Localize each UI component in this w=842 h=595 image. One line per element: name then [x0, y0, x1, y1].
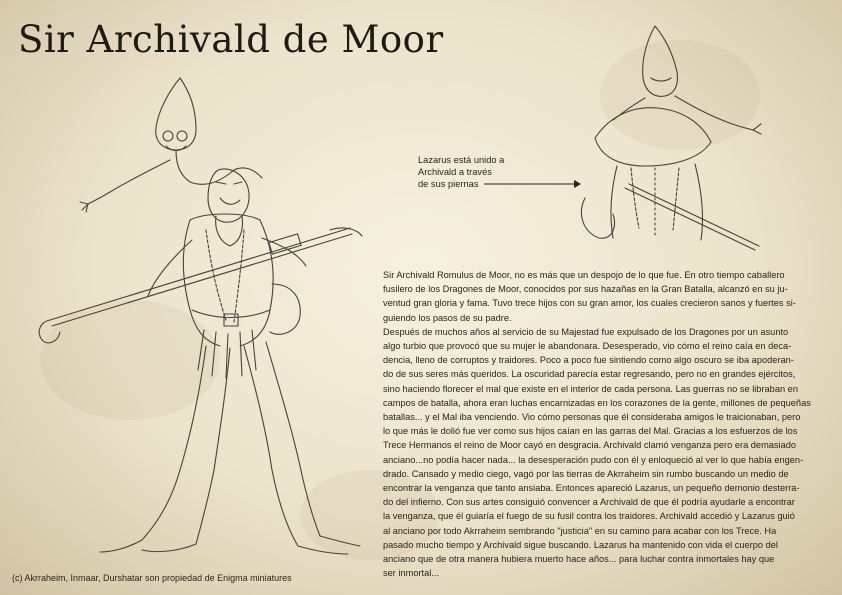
body-line: Trece Hermanos el reino de Moor cayó en desgracia. Archivald clamó venganza pero era demasiado	[383, 440, 797, 451]
body-line: la venganza, que él guiaría el fuego de su fusil contra los traidores. Archivald accedió y Lazarus guió	[383, 511, 795, 522]
caption-line: de sus piernas	[418, 179, 479, 189]
body-line: pasado mucho tiempo y Archivald sigue buscando. Lazarus ha mantenido con vida el cuerpo del	[383, 539, 778, 550]
body-line: ser inmortal...	[383, 568, 440, 579]
body-line: Después de muchos años al servicio de su Majestad fue expulsado de los Dragones por un asunto	[383, 326, 789, 337]
copyright-notice: (c) Akrraheim, Inmaar, Durshatar son propiedad de Enigma miniatures	[12, 573, 292, 583]
body-line: drado. Cansado y medio ciego, vagó por las tierras de Akrraheim sin rumbo buscando un medio de	[383, 468, 789, 479]
body-line: ventud gran gloria y fama. Tuvo trece hijos con su gran amor, los cuales crecieron sanos y fuertes si-	[383, 298, 796, 309]
character-description	[383, 268, 813, 580]
body-line: fusilero de los Dragones de Moor, conocidos por sus hazañas en la Gran Batalla, alcanzó en su ju-	[383, 284, 788, 295]
body-line: dencia, lleno de corruptos y traidores. Poco a poco fue sintiendo como algo oscuro se iba apoderan-	[383, 355, 794, 366]
body-line: anciano...no podía hacer nada... la desesperación pudo con él y enloqueció al ver lo que había engen-	[383, 454, 804, 465]
body-line: encontrar la venganza que tanto ansiaba. Entonces apareció Lazarus, un pequeño demonio desterra-	[383, 483, 800, 494]
body-line: batallas... y el Mal iba venciendo. Vio cómo personas que él consideraba amigos le traicionaban, pero	[383, 412, 801, 423]
body-line: algo turbio que provocó que su mujer le abandonara. Desesperado, vio cómo el reino caía en deca-	[383, 341, 792, 352]
archivald-sketch-illustration	[30, 70, 380, 575]
body-line: do del infierno. Con sus artes consiguió convencer a Archivald de que él podría ayudarle a encontrar	[383, 497, 795, 508]
caption-line: Archivald a través	[418, 167, 492, 177]
body-line: campos de batalla, ahora eran luchas encarnizadas en los corazones de la gente, millones de pequeñas	[383, 397, 811, 408]
body-line: sino haciendo florecer el mal que existe en el interior de cada persona. Las guerras no se libraban en	[383, 383, 798, 394]
back-view-sketch-illustration	[505, 18, 765, 258]
page-title: Sir Archivald de Moor	[18, 18, 444, 61]
caption-line: Lazarus está unido a	[418, 155, 505, 165]
body-line: anciano que de otra manera hubiera muerto hace años... para luchar contra inmortales hay que	[383, 554, 775, 565]
body-line: al anciano por todo Akrraheim sembrando "justicia" en su camino para acabar con los Trece. Ha	[383, 525, 777, 536]
body-line: Sir Archivald Romulus de Moor, no es más que un despojo de lo que fue. En otro tiempo caballero	[383, 270, 785, 280]
caption-arrow	[482, 178, 582, 190]
body-line: do de sus seres más queridos. La oscuridad parecía estar regresando, pero no en grandes ejércitos,	[383, 369, 796, 380]
body-line: lo que más le dolió fue ver como sus hijos caían en las garras del Mal. Gracias a los esfuerzos de los	[383, 426, 798, 437]
body-line: guiendo los pasos de su padre.	[383, 312, 512, 323]
